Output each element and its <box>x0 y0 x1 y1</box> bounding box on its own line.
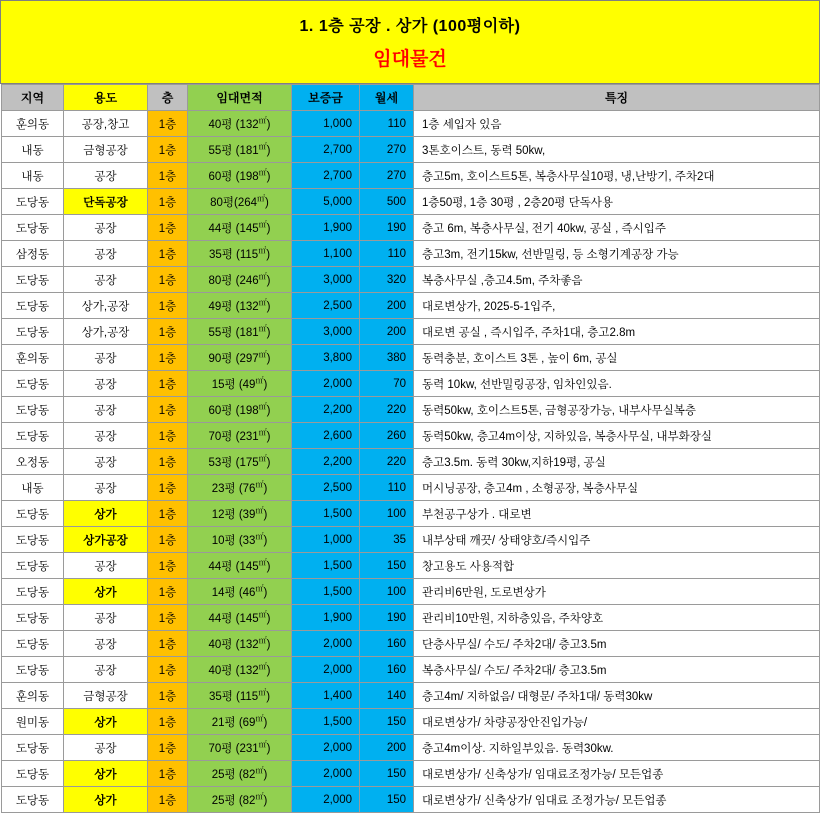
header-use: 용도 <box>64 85 148 111</box>
cell-rent: 320 <box>360 267 414 293</box>
cell-area: 40평 (132㎡) <box>188 657 292 683</box>
cell-region: 도당동 <box>2 735 64 761</box>
cell-area: 70평 (231㎡) <box>188 423 292 449</box>
sheet-banner <box>0 0 820 84</box>
table-row <box>2 189 820 215</box>
cell-rent: 260 <box>360 423 414 449</box>
header-deposit: 보증금 <box>292 85 360 111</box>
cell-use: 상가 <box>64 579 148 605</box>
cell-floor: 1층 <box>148 137 188 163</box>
table-row <box>2 501 820 527</box>
cell-area: 14평 (46㎡) <box>188 579 292 605</box>
cell-region: 도당동 <box>2 605 64 631</box>
cell-floor: 1층 <box>148 553 188 579</box>
cell-feature: 3톤호이스트, 동력 50kw, <box>414 137 820 163</box>
table-row <box>2 683 820 709</box>
cell-rent: 160 <box>360 631 414 657</box>
header-region: 지역 <box>2 85 64 111</box>
cell-rent: 140 <box>360 683 414 709</box>
cell-feature: 대로변상가/ 신축상가/ 임대료 조정가능/ 모든업종 <box>414 787 820 813</box>
cell-region: 내동 <box>2 475 64 501</box>
cell-feature: 창고용도 사용적합 <box>414 553 820 579</box>
cell-region: 도당동 <box>2 319 64 345</box>
cell-region: 삼정동 <box>2 241 64 267</box>
cell-floor: 1층 <box>148 475 188 501</box>
table-row <box>2 293 820 319</box>
cell-region: 오정동 <box>2 449 64 475</box>
cell-deposit: 2,700 <box>292 163 360 189</box>
cell-region: 도당동 <box>2 371 64 397</box>
cell-use: 금형공장 <box>64 683 148 709</box>
cell-region: 도당동 <box>2 787 64 813</box>
cell-deposit: 2,000 <box>292 371 360 397</box>
table-row <box>2 215 820 241</box>
cell-use: 상가 <box>64 501 148 527</box>
cell-deposit: 2,700 <box>292 137 360 163</box>
cell-floor: 1층 <box>148 163 188 189</box>
table-row <box>2 345 820 371</box>
cell-region: 도당동 <box>2 189 64 215</box>
cell-use: 공장 <box>64 371 148 397</box>
cell-rent: 190 <box>360 605 414 631</box>
cell-floor: 1층 <box>148 319 188 345</box>
table-body <box>2 111 820 813</box>
cell-region: 도당동 <box>2 527 64 553</box>
cell-region: 도당동 <box>2 501 64 527</box>
cell-feature: 1층50평, 1층 30평 , 2층20평 단독사용 <box>414 189 820 215</box>
cell-use: 공장 <box>64 267 148 293</box>
table-row <box>2 553 820 579</box>
cell-use: 공장 <box>64 475 148 501</box>
table-row <box>2 631 820 657</box>
cell-rent: 200 <box>360 293 414 319</box>
cell-floor: 1층 <box>148 371 188 397</box>
table-row <box>2 709 820 735</box>
cell-floor: 1층 <box>148 735 188 761</box>
cell-area: 90평 (297㎡) <box>188 345 292 371</box>
cell-area: 60평 (198㎡) <box>188 397 292 423</box>
cell-region: 훈의동 <box>2 345 64 371</box>
cell-area: 15평 (49㎡) <box>188 371 292 397</box>
cell-feature: 층고 6m, 복층사무실, 전기 40kw, 공실 , 즉시입주 <box>414 215 820 241</box>
cell-region: 훈의동 <box>2 683 64 709</box>
cell-feature: 단층사무실/ 수도/ 주차2대/ 층고3.5m <box>414 631 820 657</box>
cell-feature: 층고5m, 호이스트5톤, 복층사무실10평, 냉,난방기, 주차2대 <box>414 163 820 189</box>
cell-rent: 190 <box>360 215 414 241</box>
cell-use: 단독공장 <box>64 189 148 215</box>
table-row <box>2 735 820 761</box>
cell-floor: 1층 <box>148 657 188 683</box>
table-row <box>2 449 820 475</box>
cell-feature: 대로변상가, 2025-5-1입주, <box>414 293 820 319</box>
cell-feature: 관리비6만원, 도로변상가 <box>414 579 820 605</box>
cell-area: 80평 (246㎡) <box>188 267 292 293</box>
header-area: 임대면적 <box>188 85 292 111</box>
cell-use: 공장 <box>64 397 148 423</box>
cell-floor: 1층 <box>148 631 188 657</box>
cell-floor: 1층 <box>148 501 188 527</box>
cell-area: 70평 (231㎡) <box>188 735 292 761</box>
cell-area: 55평 (181㎡) <box>188 137 292 163</box>
cell-use: 공장 <box>64 631 148 657</box>
cell-feature: 동력50kw, 호이스트5톤, 금형공장가능, 내부사무실복층 <box>414 397 820 423</box>
cell-floor: 1층 <box>148 397 188 423</box>
cell-deposit: 2,200 <box>292 449 360 475</box>
cell-use: 상가 <box>64 787 148 813</box>
cell-area: 10평 (33㎡) <box>188 527 292 553</box>
table-row <box>2 527 820 553</box>
cell-area: 21평 (69㎡) <box>188 709 292 735</box>
cell-deposit: 1,900 <box>292 215 360 241</box>
cell-rent: 220 <box>360 449 414 475</box>
cell-area: 35평 (115㎡) <box>188 241 292 267</box>
table-row <box>2 111 820 137</box>
cell-use: 공장 <box>64 605 148 631</box>
cell-deposit: 1,100 <box>292 241 360 267</box>
cell-deposit: 2,000 <box>292 787 360 813</box>
cell-area: 49평 (132㎡) <box>188 293 292 319</box>
cell-floor: 1층 <box>148 293 188 319</box>
cell-area: 23평 (76㎡) <box>188 475 292 501</box>
cell-region: 도당동 <box>2 397 64 423</box>
table-row <box>2 397 820 423</box>
page-title: 1. 1층 공장 . 상가 (100평이하) <box>299 18 521 35</box>
cell-feature: 대로변상가/ 차량공장안진입가능/ <box>414 709 820 735</box>
cell-floor: 1층 <box>148 787 188 813</box>
cell-deposit: 2,600 <box>292 423 360 449</box>
cell-rent: 270 <box>360 137 414 163</box>
cell-rent: 150 <box>360 553 414 579</box>
cell-deposit: 2,200 <box>292 397 360 423</box>
cell-area: 44평 (145㎡) <box>188 553 292 579</box>
cell-feature: 복층사무실 ,층고4.5m, 주차좋음 <box>414 267 820 293</box>
cell-deposit: 1,500 <box>292 553 360 579</box>
cell-region: 도당동 <box>2 293 64 319</box>
cell-feature: 대로변 공실 , 즉시입주, 주차1대, 층고2.8m <box>414 319 820 345</box>
cell-feature: 층고4m이상. 지하일부있음. 동력30kw. <box>414 735 820 761</box>
cell-use: 상가 <box>64 761 148 787</box>
table-row <box>2 579 820 605</box>
cell-floor: 1층 <box>148 111 188 137</box>
cell-floor: 1층 <box>148 579 188 605</box>
cell-feature: 1층 세입자 있음 <box>414 111 820 137</box>
cell-feature: 동력 10kw, 선반밀링공장, 임차인있음. <box>414 371 820 397</box>
table-row <box>2 761 820 787</box>
table-row <box>2 423 820 449</box>
cell-floor: 1층 <box>148 267 188 293</box>
cell-use: 공장 <box>64 241 148 267</box>
cell-region: 훈의동 <box>2 111 64 137</box>
table-header <box>2 85 820 111</box>
cell-deposit: 3,000 <box>292 267 360 293</box>
cell-feature: 복층사무실/ 수도/ 주차2대/ 층고3.5m <box>414 657 820 683</box>
cell-area: 55평 (181㎡) <box>188 319 292 345</box>
cell-region: 내동 <box>2 137 64 163</box>
cell-rent: 160 <box>360 657 414 683</box>
cell-region: 내동 <box>2 163 64 189</box>
cell-floor: 1층 <box>148 761 188 787</box>
cell-rent: 380 <box>360 345 414 371</box>
table-row <box>2 371 820 397</box>
cell-feature: 부천공구상가 . 대로변 <box>414 501 820 527</box>
cell-use: 공장 <box>64 163 148 189</box>
cell-feature: 대로변상가/ 신축상가/ 임대료조정가능/ 모든업종 <box>414 761 820 787</box>
table-row <box>2 787 820 813</box>
cell-rent: 35 <box>360 527 414 553</box>
cell-use: 공장 <box>64 215 148 241</box>
header-rent: 월세 <box>360 85 414 111</box>
cell-floor: 1층 <box>148 449 188 475</box>
cell-feature: 층고3.5m. 동력 30kw,지하19평, 공실 <box>414 449 820 475</box>
cell-deposit: 3,000 <box>292 319 360 345</box>
cell-use: 상가,공장 <box>64 319 148 345</box>
cell-feature: 내부상태 깨끗/ 상태양호/즉시입주 <box>414 527 820 553</box>
cell-area: 40평 (132㎡) <box>188 631 292 657</box>
cell-floor: 1층 <box>148 215 188 241</box>
cell-use: 공장 <box>64 553 148 579</box>
cell-use: 공장 <box>64 345 148 371</box>
cell-deposit: 2,500 <box>292 475 360 501</box>
cell-deposit: 1,000 <box>292 527 360 553</box>
cell-rent: 200 <box>360 319 414 345</box>
cell-deposit: 3,800 <box>292 345 360 371</box>
cell-area: 12평 (39㎡) <box>188 501 292 527</box>
cell-deposit: 5,000 <box>292 189 360 215</box>
cell-rent: 200 <box>360 735 414 761</box>
cell-area: 35평 (115㎡) <box>188 683 292 709</box>
cell-region: 도당동 <box>2 267 64 293</box>
cell-region: 도당동 <box>2 631 64 657</box>
cell-use: 상가,공장 <box>64 293 148 319</box>
cell-deposit: 2,000 <box>292 735 360 761</box>
cell-deposit: 2,000 <box>292 761 360 787</box>
table-row <box>2 137 820 163</box>
cell-region: 도당동 <box>2 553 64 579</box>
cell-deposit: 1,500 <box>292 501 360 527</box>
cell-feature: 머시닝공장, 층고4m , 소형공장, 복층사무실 <box>414 475 820 501</box>
cell-area: 44평 (145㎡) <box>188 605 292 631</box>
cell-use: 공장 <box>64 657 148 683</box>
header-row <box>2 85 820 111</box>
cell-use: 공장 <box>64 423 148 449</box>
cell-feature: 동력충분, 호이스트 3톤 , 높이 6m, 공실 <box>414 345 820 371</box>
cell-use: 공장 <box>64 449 148 475</box>
cell-area: 44평 (145㎡) <box>188 215 292 241</box>
cell-area: 25평 (82㎡) <box>188 761 292 787</box>
cell-region: 도당동 <box>2 215 64 241</box>
cell-rent: 110 <box>360 111 414 137</box>
cell-area: 60평 (198㎡) <box>188 163 292 189</box>
cell-region: 도당동 <box>2 657 64 683</box>
table-row <box>2 605 820 631</box>
cell-rent: 150 <box>360 709 414 735</box>
table-row <box>2 319 820 345</box>
cell-use: 상가 <box>64 709 148 735</box>
cell-floor: 1층 <box>148 709 188 735</box>
cell-rent: 220 <box>360 397 414 423</box>
page-subtitle: 임대물건 <box>373 49 447 70</box>
header-floor: 층 <box>148 85 188 111</box>
cell-area: 40평 (132㎡) <box>188 111 292 137</box>
header-feature: 특징 <box>414 85 820 111</box>
cell-deposit: 1,500 <box>292 709 360 735</box>
table-row <box>2 163 820 189</box>
cell-floor: 1층 <box>148 605 188 631</box>
cell-deposit: 1,500 <box>292 579 360 605</box>
cell-deposit: 1,900 <box>292 605 360 631</box>
cell-rent: 110 <box>360 475 414 501</box>
cell-use: 상가공장 <box>64 527 148 553</box>
cell-feature: 층고4m/ 지하없음/ 대형문/ 주차1대/ 동력30kw <box>414 683 820 709</box>
cell-rent: 110 <box>360 241 414 267</box>
cell-rent: 150 <box>360 761 414 787</box>
cell-deposit: 1,000 <box>292 111 360 137</box>
cell-rent: 270 <box>360 163 414 189</box>
table-row <box>2 267 820 293</box>
cell-floor: 1층 <box>148 189 188 215</box>
cell-use: 공장,창고 <box>64 111 148 137</box>
cell-rent: 100 <box>360 579 414 605</box>
cell-use: 금형공장 <box>64 137 148 163</box>
table-row <box>2 475 820 501</box>
table-row <box>2 241 820 267</box>
cell-deposit: 2,500 <box>292 293 360 319</box>
cell-area: 53평 (175㎡) <box>188 449 292 475</box>
cell-floor: 1층 <box>148 345 188 371</box>
table-row <box>2 657 820 683</box>
cell-floor: 1층 <box>148 423 188 449</box>
cell-rent: 70 <box>360 371 414 397</box>
cell-feature: 동력50kw, 층고4m이상, 지하있음, 복층사무실, 내부화장실 <box>414 423 820 449</box>
cell-feature: 관리비10만원, 지하층있음, 주차양호 <box>414 605 820 631</box>
cell-floor: 1층 <box>148 683 188 709</box>
cell-rent: 100 <box>360 501 414 527</box>
cell-region: 도당동 <box>2 423 64 449</box>
cell-deposit: 2,000 <box>292 631 360 657</box>
cell-region: 원미동 <box>2 709 64 735</box>
cell-region: 도당동 <box>2 761 64 787</box>
cell-area: 80평(264㎡) <box>188 189 292 215</box>
cell-area: 25평 (82㎡) <box>188 787 292 813</box>
cell-floor: 1층 <box>148 527 188 553</box>
cell-use: 공장 <box>64 735 148 761</box>
cell-feature: 층고3m, 전기15kw, 선반밀링, 등 소형기계공장 가능 <box>414 241 820 267</box>
cell-floor: 1층 <box>148 241 188 267</box>
cell-deposit: 1,400 <box>292 683 360 709</box>
cell-rent: 500 <box>360 189 414 215</box>
cell-deposit: 2,000 <box>292 657 360 683</box>
cell-rent: 150 <box>360 787 414 813</box>
listings-table <box>1 84 820 813</box>
cell-region: 도당동 <box>2 579 64 605</box>
